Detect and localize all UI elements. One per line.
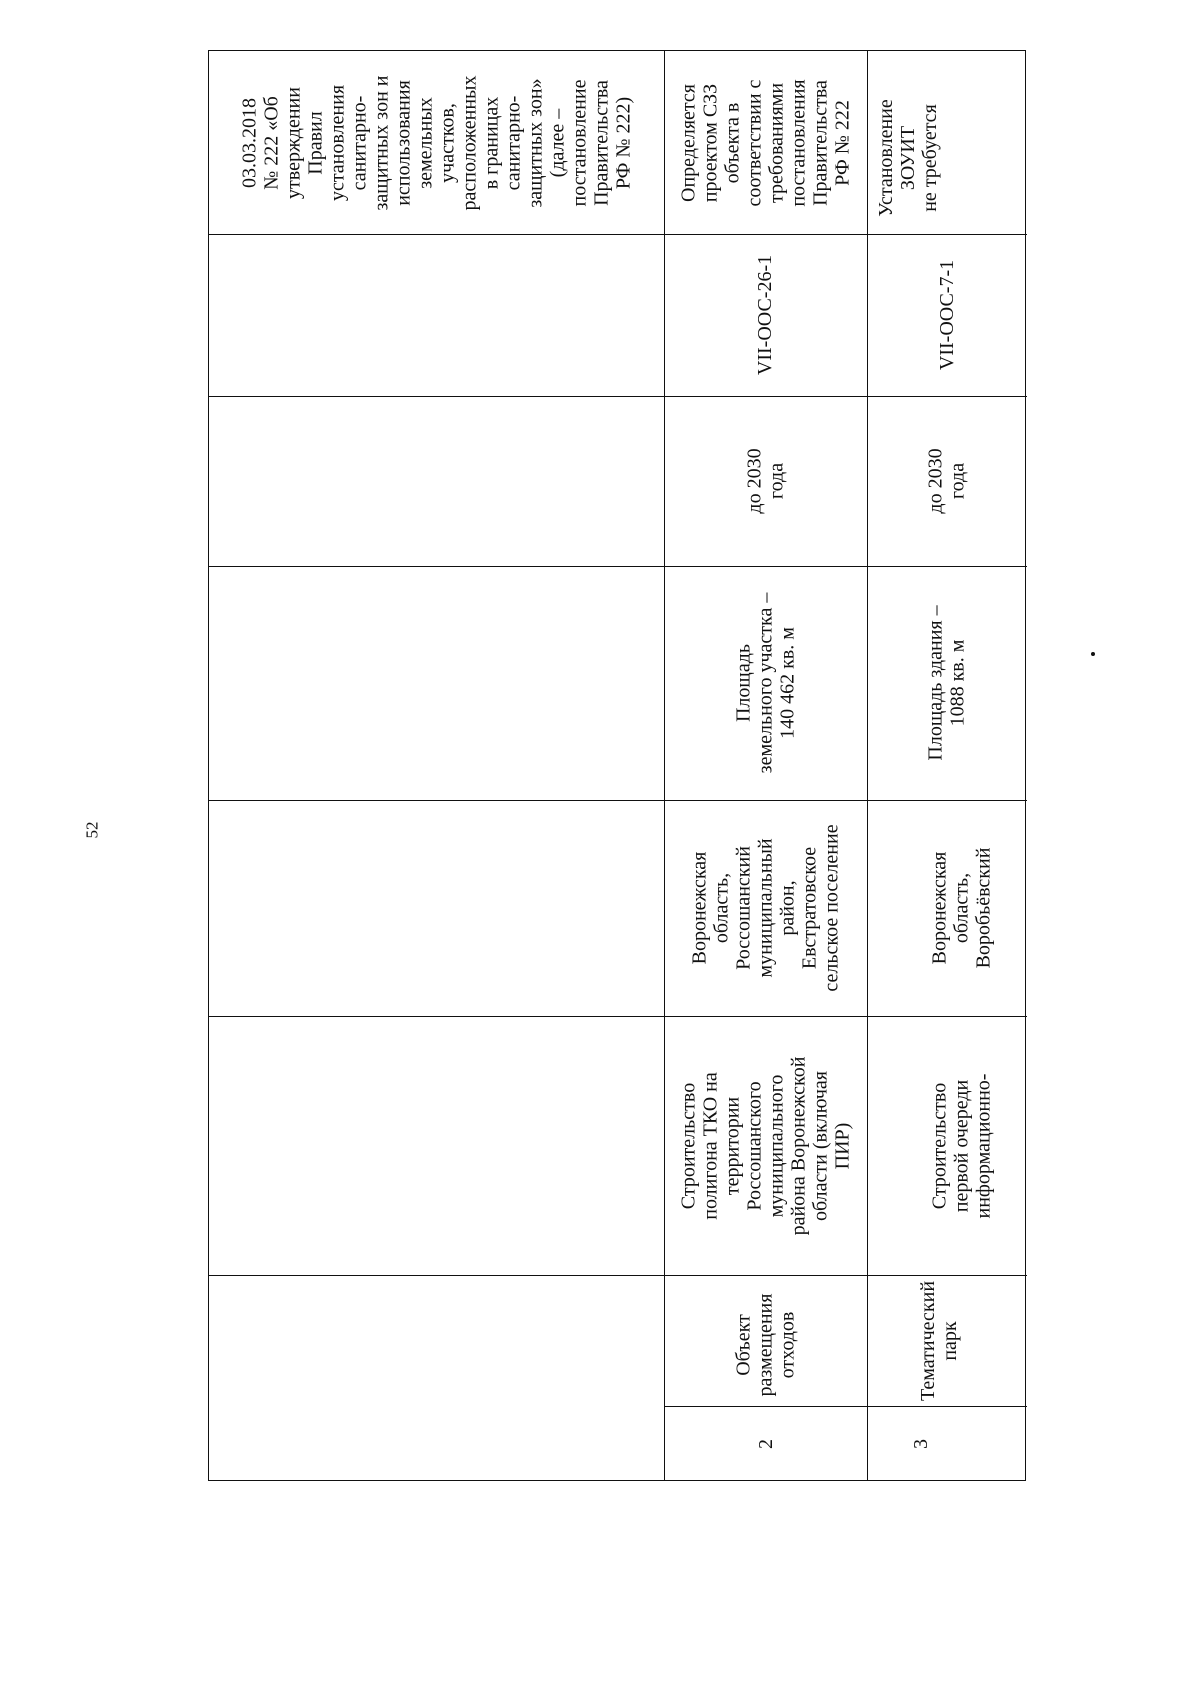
table-cell-type-row-3: Тематический парк [917,1280,961,1401]
table-cell-type-row-2: Объект размещения отходов [732,1293,799,1396]
scan-dot [1091,652,1095,656]
table-cell-code-row-2: VII-ООС-26-1 [754,254,777,376]
table-cell-num-row-1 [209,1275,664,1482]
table-cell-characteristics-row-3: Площадь здания – 1088 кв. м [924,605,969,761]
page-number-text: 52 [82,821,101,839]
table-cell-num-row-2: 2 [754,1439,777,1449]
table-cell-deadline-row-2: до 2030 года [743,448,788,514]
table-cell-zone-row-3: Установление ЗОУИТ не требуется [874,99,941,217]
table-cell-num-row-3: 3 [910,1439,932,1449]
table-cell-name-row-2: Строительство полигона ТКО на территории Россошанского муниципального района Воронежской области (включая ПИР) [677,1056,854,1235]
page-number [80,810,104,850]
table-cell-code-row-3: VII-ООС-7-1 [936,259,958,371]
table-cell-location-row-3: Воронежская область, Воробьёвский [928,847,994,969]
table-cell-deadline-row-3: до 2030 года [925,448,969,514]
table-cell-characteristics-row-2: Площадь земельного участка – 140 462 кв. м [732,592,799,774]
requirements-table [208,50,1026,1481]
table-cell-location-row-2: Воронежская область, Россошанский муниципальный район, Евстратовское сельское поселение [688,824,843,992]
table-cell-zone-row-2: Определяется проектом СЗЗ объекта в соответствии с требованиями постановления Правительства РФ № 222 [677,78,854,207]
table-cell-zone-row-1: 03.03.2018 № 222 «Об утверждении Правил установления санитарно- защитных зон и использования земельных участков, расположенных в границах санитарно- защитных зон» (далее – постановление Правительства РФ № 222) [238,75,635,210]
table-cell-name-row-3: Строительство первой очереди информационно- [928,1073,994,1218]
